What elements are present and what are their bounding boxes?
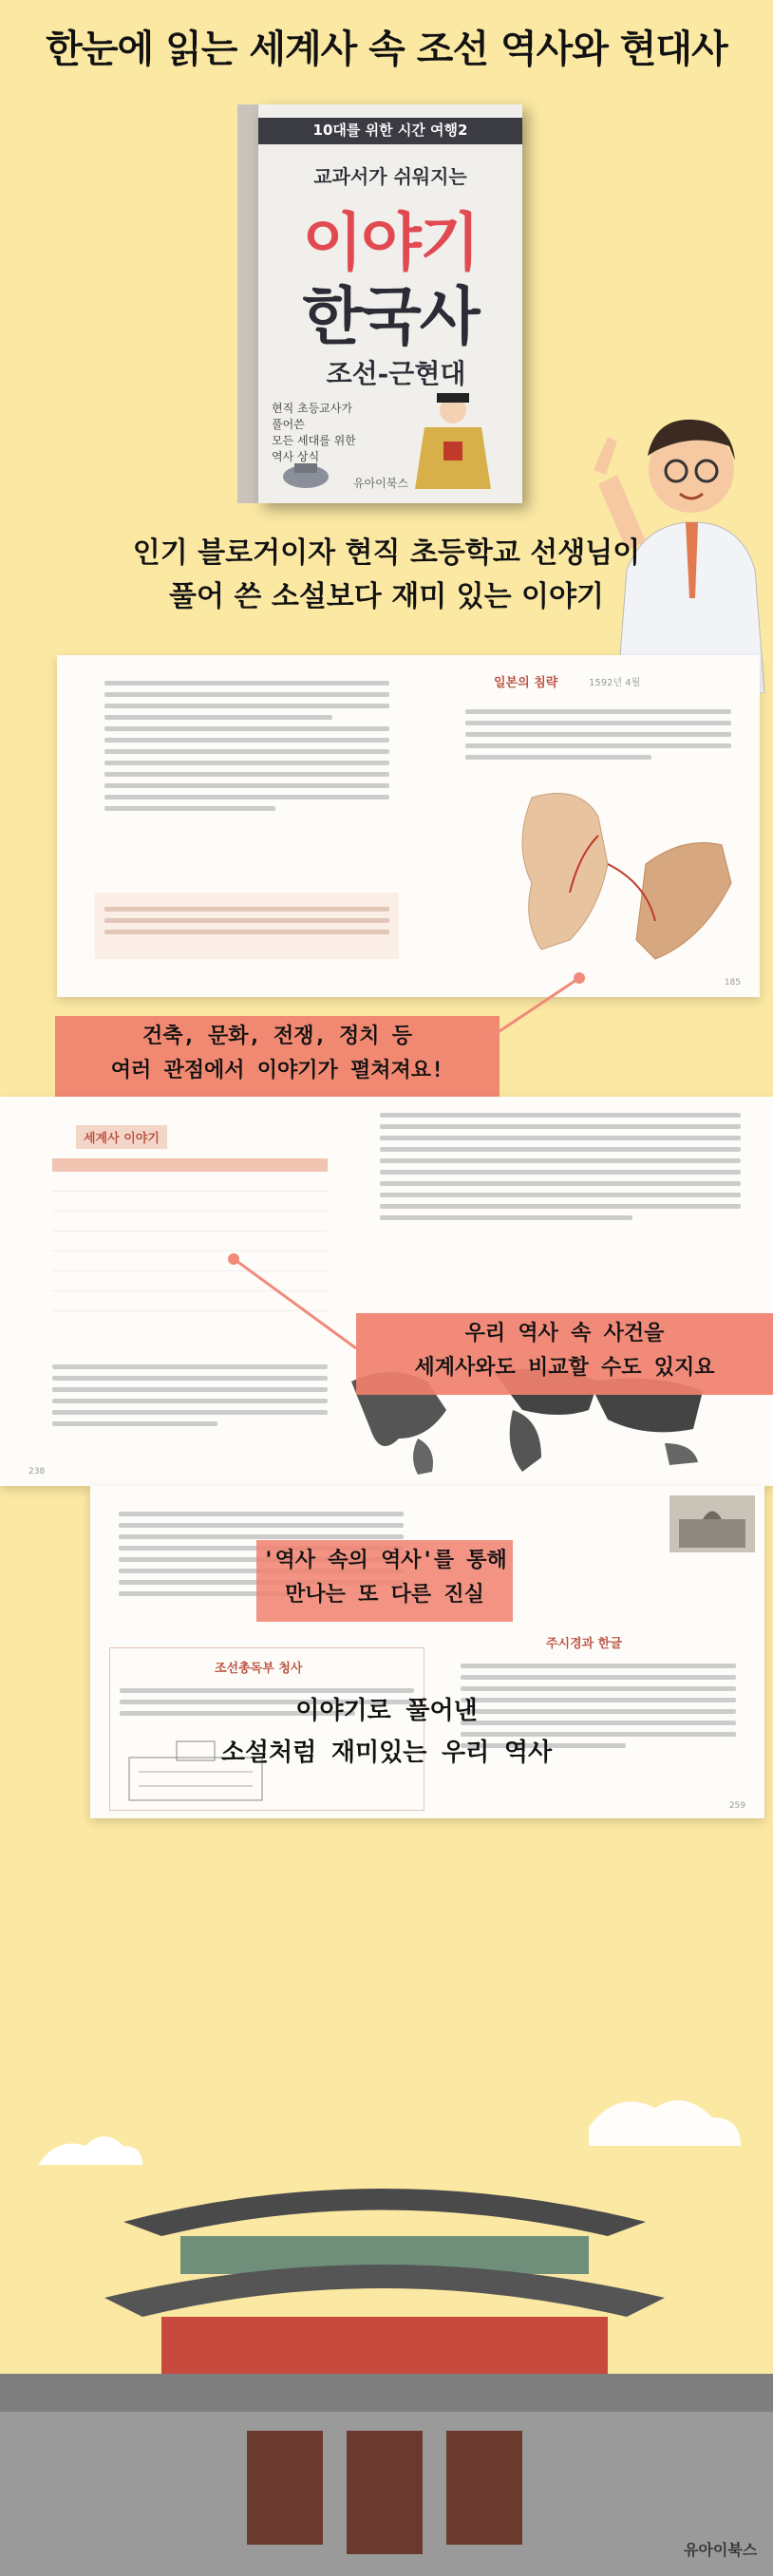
spread1-right-text bbox=[465, 703, 731, 766]
palace-illustration-icon bbox=[0, 2051, 773, 2576]
page-number: 185 bbox=[724, 978, 741, 987]
callout-3 bbox=[256, 1540, 513, 1622]
subhead bbox=[0, 532, 773, 619]
page-number: 259 bbox=[728, 1801, 745, 1811]
hangul-box-title: 주시경과 한글 bbox=[546, 1637, 622, 1651]
page-spread-1 bbox=[57, 655, 760, 997]
callout-2 bbox=[356, 1313, 773, 1395]
callout-2-line2: 세계사와도 비교할 수도 있지요 bbox=[414, 1356, 715, 1380]
government-building-photo-icon bbox=[669, 1495, 755, 1552]
spread1-left-text bbox=[104, 674, 389, 818]
closing-line2: 소설처럼 재미있는 우리 역사 bbox=[220, 1739, 553, 1767]
callout-2-line1: 우리 역사 속 사건을 bbox=[464, 1322, 665, 1345]
book-subtitle: 교과서가 쉬워지는 bbox=[313, 165, 467, 188]
closing-line1: 이야기로 풀어낸 bbox=[295, 1697, 478, 1725]
book-title-line1: 이야기 bbox=[302, 206, 479, 279]
book-spine bbox=[237, 104, 258, 503]
series-label: 10대를 위한 시간 여행2 bbox=[312, 122, 468, 139]
book-era: 조선-근현대 bbox=[326, 358, 466, 389]
invasion-map-icon bbox=[465, 779, 741, 968]
building-box-title: 조선총독부 청사 bbox=[215, 1662, 303, 1676]
spread2-right-text bbox=[380, 1106, 741, 1227]
page-number: 238 bbox=[28, 1467, 46, 1476]
callout-1-pointer bbox=[494, 968, 589, 1044]
subhead-line1: 인기 블로거이자 현직 초등학교 선생님이 bbox=[132, 536, 641, 570]
spread1-note-box bbox=[95, 893, 399, 959]
world-history-section: 세계사 이야기 bbox=[76, 1125, 167, 1149]
closing-text bbox=[0, 1690, 773, 1774]
callout-2-pointer bbox=[228, 1253, 361, 1358]
book-cover-image bbox=[237, 104, 522, 503]
artifact-icon bbox=[277, 456, 334, 494]
map-year: 1592년 4월 bbox=[589, 678, 641, 688]
book-title-line2: 한국사 bbox=[302, 280, 479, 353]
book-front bbox=[258, 104, 522, 503]
headline: 한눈에 읽는 세계사 속 조선 역사와 현대사 bbox=[46, 28, 727, 71]
map-title: 일본의 침략 bbox=[494, 676, 558, 690]
book-tagline: 현직 초등교사가 풀어쓴 모든 세대를 위한 역사 상식 bbox=[272, 402, 356, 463]
callout-1-line1: 건축, 문화, 전쟁, 정치 등 bbox=[142, 1025, 412, 1048]
spread2-left-text bbox=[52, 1358, 328, 1433]
callout-3-line2: 만나는 또 다른 진실 bbox=[285, 1583, 484, 1607]
subhead-line2: 풀어 쓴 소설보다 재미 있는 이야기 bbox=[169, 580, 604, 613]
book-publisher: 유아이북스 bbox=[353, 477, 408, 490]
callout-1 bbox=[55, 1016, 500, 1098]
publisher-logo: 유아이북스 bbox=[684, 2541, 758, 2559]
page-spread-2 bbox=[0, 1097, 773, 1486]
callout-3-line1: '역사 속의 역사'를 통해 bbox=[262, 1549, 507, 1572]
callout-1-line2: 여러 관점에서 이야기가 펼쳐져요! bbox=[110, 1059, 444, 1082]
